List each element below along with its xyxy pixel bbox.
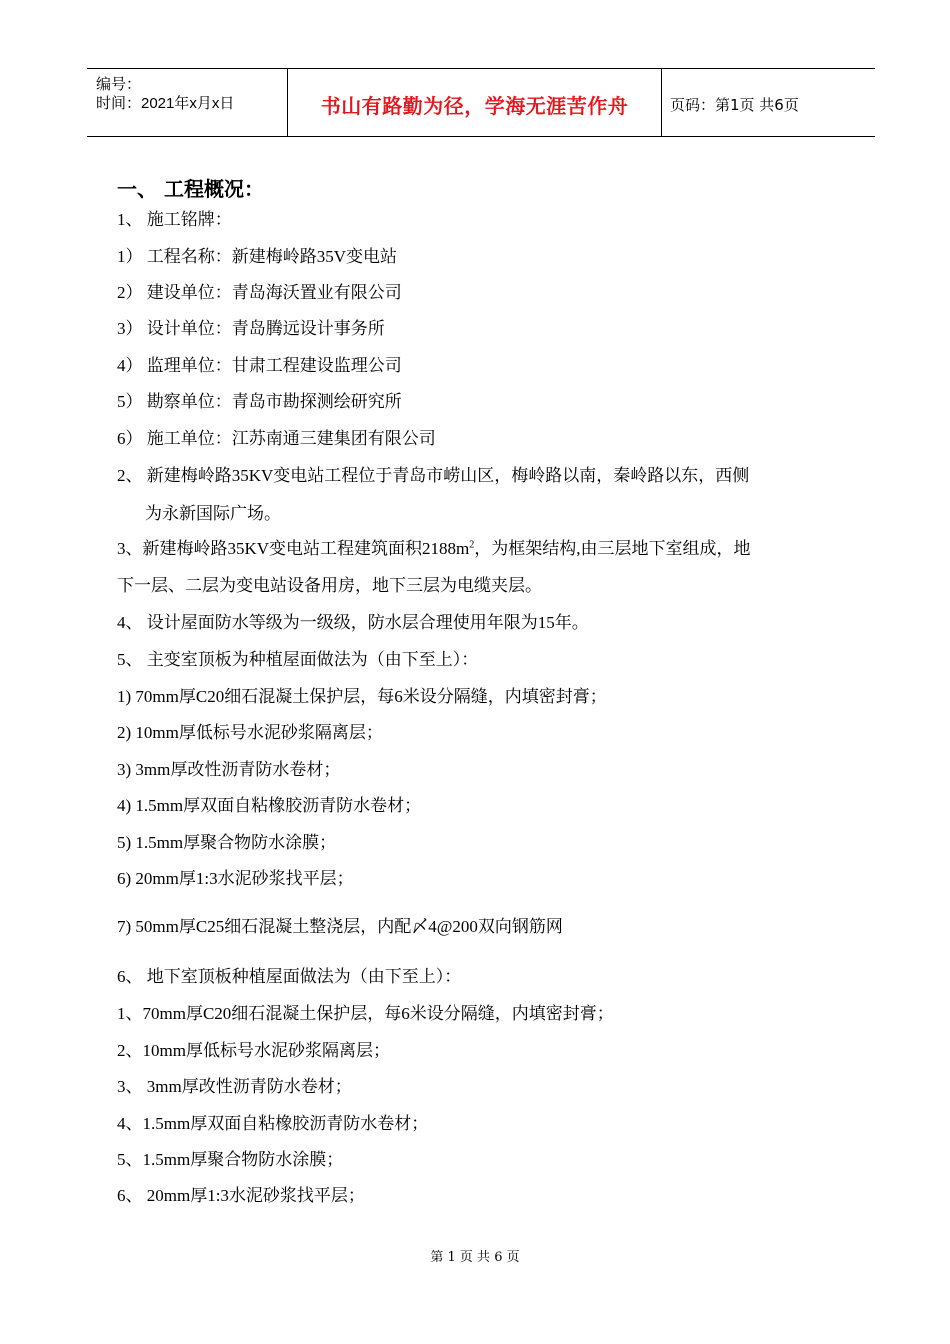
text-line-layer-7: 7) 50mm厚C25细石混凝土整浇层，内配〆4@200双向钢筋网: [117, 917, 563, 936]
text-line-basement-layer-5: 5、1.5mm厚聚合物防水涂膜；: [117, 1150, 344, 1169]
text-line-contractor: 6） 施工单位：江苏南通三建集团有限公司: [117, 429, 436, 448]
area-text: 3、新建梅岭路35KV变电站工程建筑面积2188m: [117, 539, 470, 558]
section-title: 一、 工程概况：: [117, 177, 264, 201]
text-line-basement-roof: 6、 地下室顶板种植屋面做法为（由下至上）：: [117, 967, 462, 986]
page-footer: 第 1 页 共 6 页: [430, 1250, 520, 1265]
text-line-basement-layer-2: 2、10mm厚低标号水泥砂浆隔离层；: [117, 1041, 390, 1060]
text-line-layer-6: 6) 20mm厚1:3水泥砂浆找平层；: [117, 869, 354, 888]
header-motto: 书山有路勤为径，学海无涯苦作舟: [320, 94, 629, 118]
superscript-two: 2: [469, 539, 475, 551]
text-line-area-cont: 下一层、二层为变电站设备用房，地下三层为电缆夹层。: [117, 576, 542, 595]
text-line-nameplate: 1、 施工铭牌：: [117, 210, 232, 229]
document-number-label: 编号：: [96, 76, 142, 93]
text-line-basement-layer-3: 3、 3mm厚改性沥青防水卷材；: [117, 1077, 352, 1096]
text-line-basement-layer-4: 4、1.5mm厚双面自粘橡胶沥青防水卷材；: [117, 1114, 429, 1133]
text-line-supervision-unit: 4） 监理单位：甘肃工程建设监理公司: [117, 356, 402, 375]
header-page-label: 页码：第1页 共6页: [670, 96, 799, 114]
document-time-label: 时间：2021年x月x日: [96, 95, 235, 112]
header-left-cell: [87, 69, 287, 136]
text-line-design-unit: 3） 设计单位：青岛腾远设计事务所: [117, 319, 385, 338]
text-line-layer-1: 1) 70mm厚C20细石混凝土保护层，每6米设分隔缝，内填密封膏；: [117, 687, 607, 706]
area-text-cont: ，为框架结构,由三层地下室组成，地: [474, 539, 751, 558]
text-line-project-name: 1） 工程名称：新建梅岭路35V变电站: [117, 247, 398, 266]
document-header: [87, 68, 875, 137]
text-line-location: 2、 新建梅岭路35KV变电站工程位于青岛市崂山区，梅岭路以南，秦岭路以东，西侧: [117, 466, 750, 485]
text-line-construction-unit: 2） 建设单位：青岛海沃置业有限公司: [117, 283, 402, 302]
text-line-layer-3: 3) 3mm厚改性沥青防水卷材；: [117, 760, 341, 779]
text-line-area: [117, 538, 751, 560]
text-line-layer-4: 4) 1.5mm厚双面自粘橡胶沥青防水卷材；: [117, 796, 422, 815]
text-line-basement-layer-6: 6、 20mm厚1:3水泥砂浆找平层；: [117, 1186, 365, 1205]
text-line-layer-2: 2) 10mm厚低标号水泥砂浆隔离层；: [117, 723, 383, 742]
text-line-survey-unit: 5） 勘察单位：青岛市勘探测绘研究所: [117, 392, 402, 411]
text-line-location-cont: 为永新国际广场。: [145, 504, 281, 523]
text-line-main-room-roof: 5、 主变室顶板为种植屋面做法为（由下至上）：: [117, 650, 479, 669]
header-right-cell: [661, 69, 875, 136]
header-middle-cell: [287, 69, 662, 136]
text-line-waterproof-grade: 4、 设计屋面防水等级为一级级，防水层合理使用年限为15年。: [117, 613, 589, 632]
text-line-basement-layer-1: 1、70mm厚C20细石混凝土保护层，每6米设分隔缝，内填密封膏；: [117, 1004, 614, 1023]
text-line-layer-5: 5) 1.5mm厚聚合物防水涂膜；: [117, 833, 337, 852]
